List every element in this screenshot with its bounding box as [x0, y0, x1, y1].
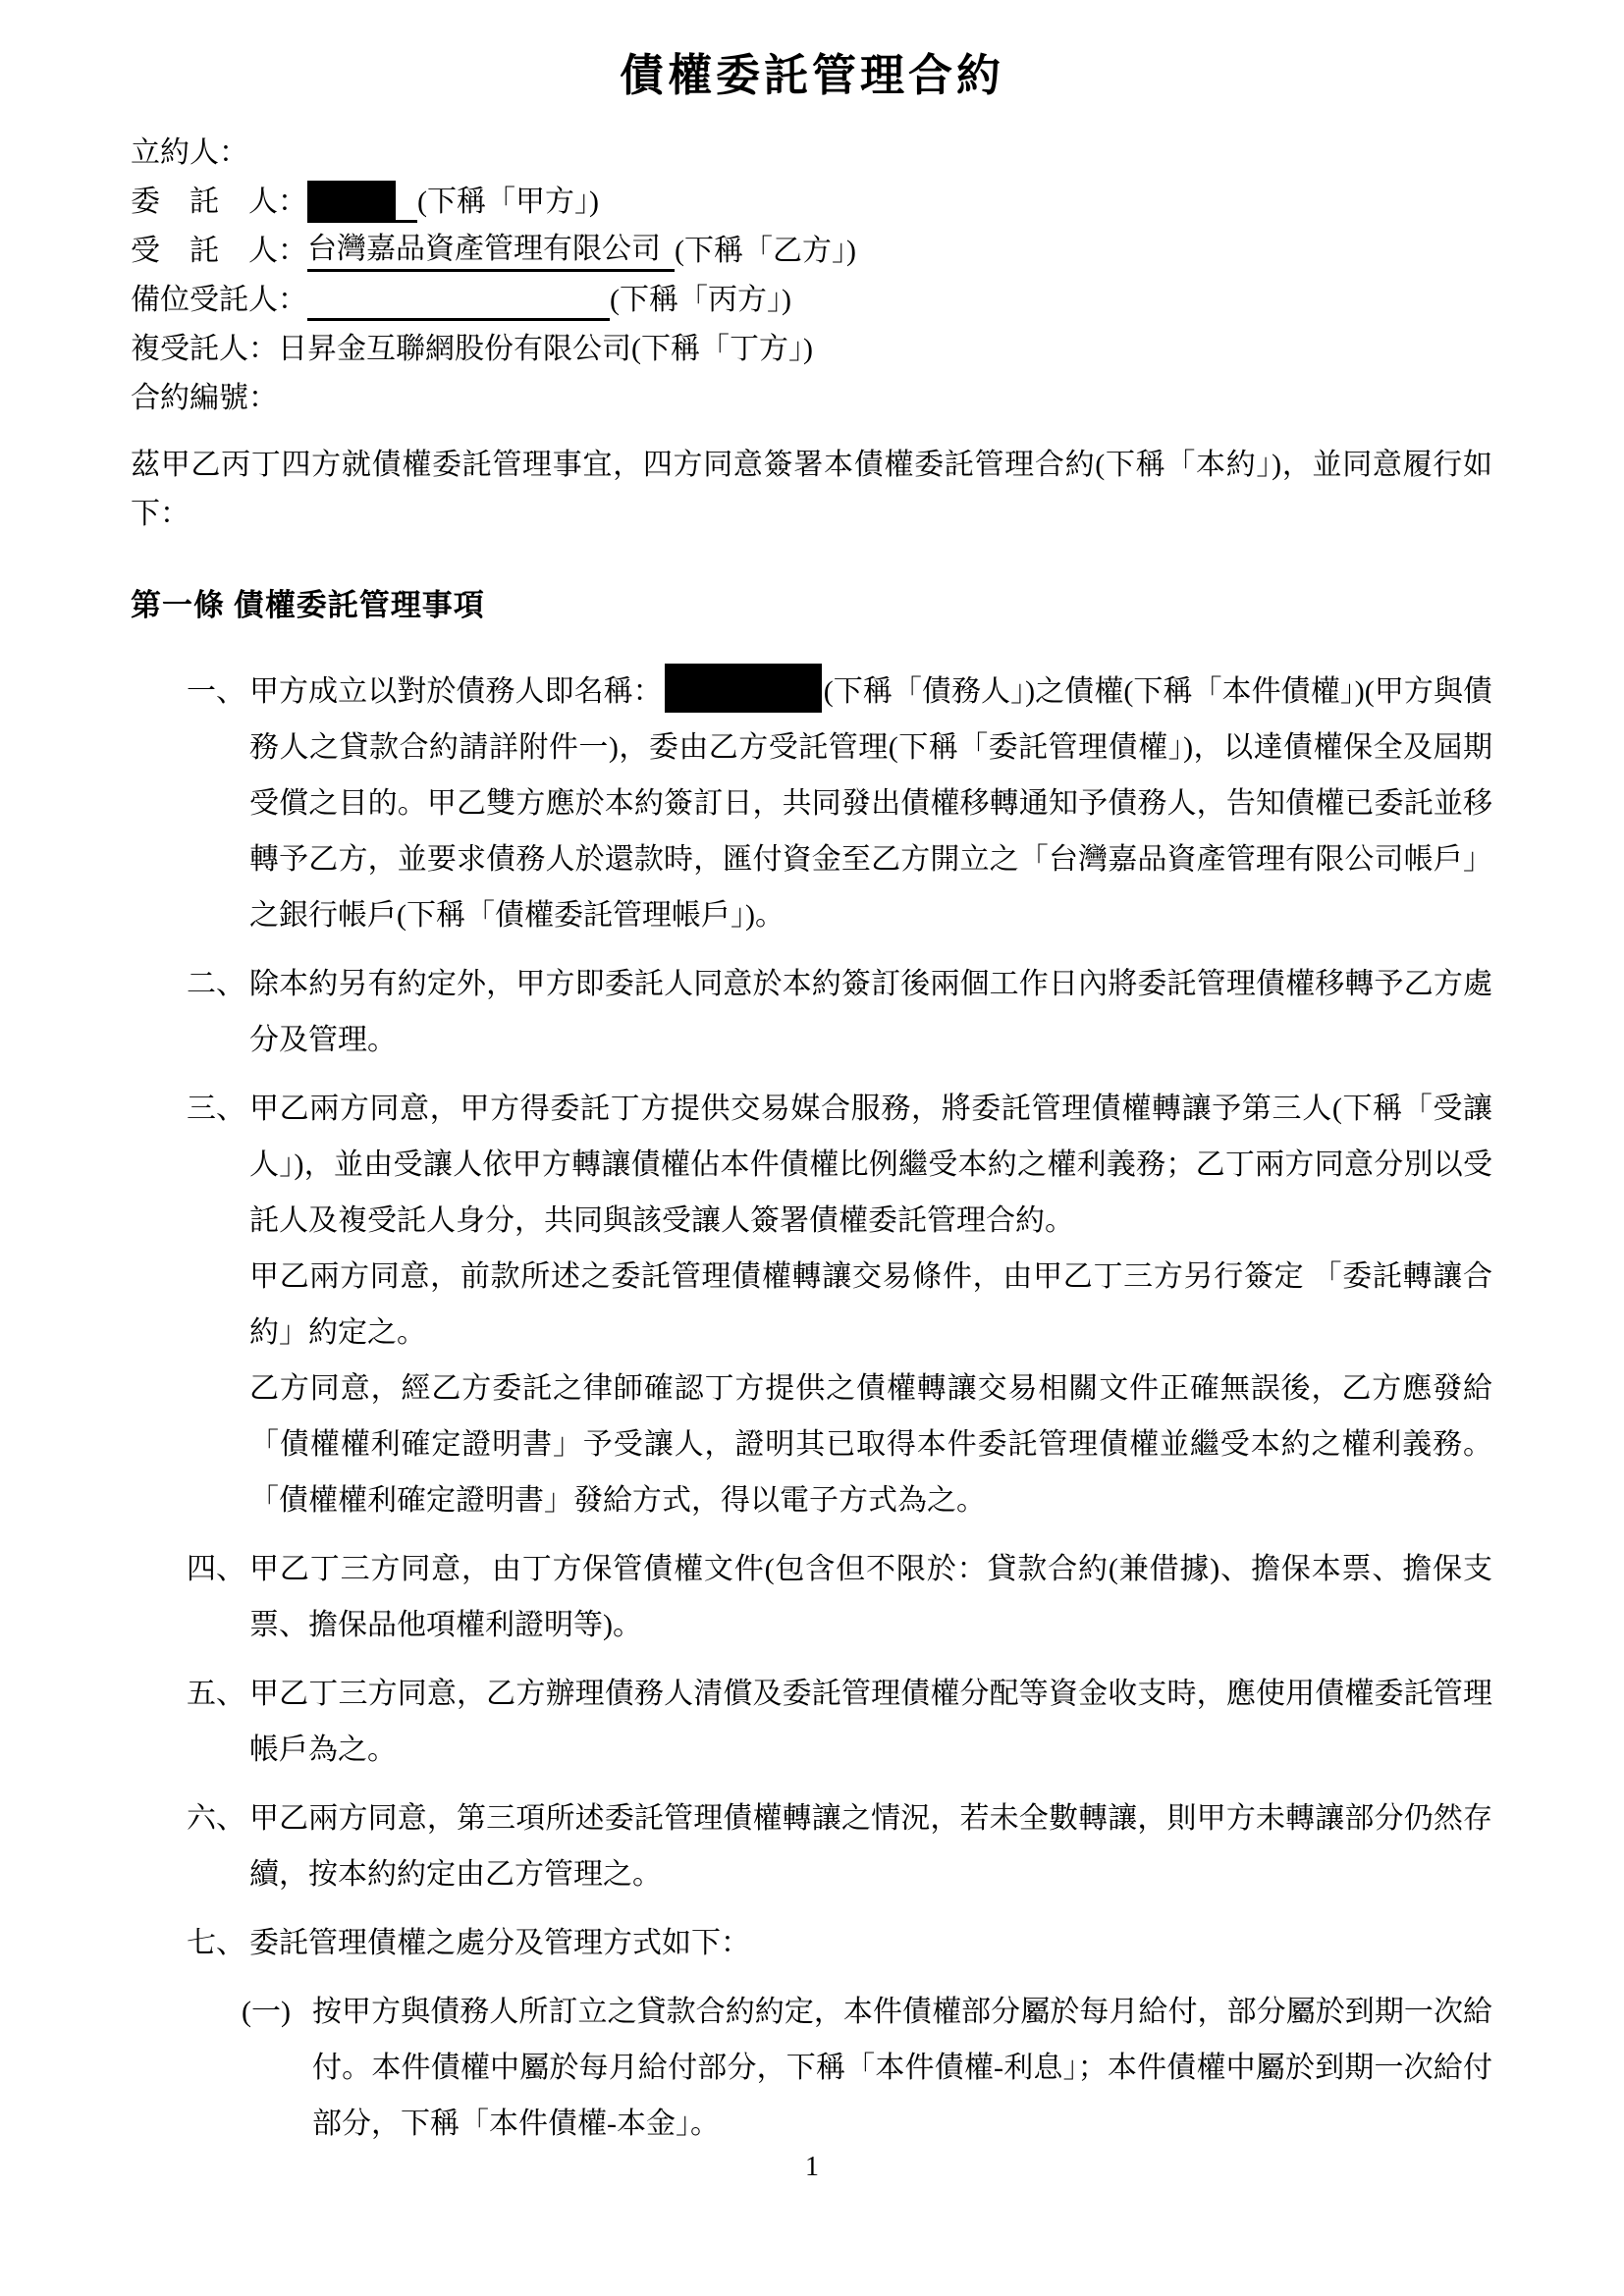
clause-item-7-sub-1	[242, 1984, 1492, 2152]
parties-intro-line	[131, 129, 1492, 178]
clause-item-2-text: 除本約另有約定外，甲方即委託人同意於本約簽訂後兩個工作日內將委託管理債權移轉予乙方處分及管理。	[249, 968, 1492, 1056]
clause-item-7-sub-1-text: 按甲方與債務人所訂立之貸款合約約定，本件債權部分屬於每月給付，部分屬於到期一次給付。本件債權中屬於每月給付部分，下稱「本件債權-利息」；本件債權中屬於到期一次給付部分，下稱「本件債權-本金」。	[312, 1996, 1492, 2140]
clause-item-1-text-before: 甲方成立以對於債務人即名稱：	[249, 675, 663, 708]
clause-item-6-number: 六、	[187, 1802, 245, 1835]
party-row-sub-trustee	[131, 325, 1492, 374]
clause-item-7-sub-1-number: (一)	[242, 1996, 291, 2028]
contract-number-label: 合約編號：	[131, 382, 278, 414]
clause-item-3-number: 三、	[187, 1093, 245, 1125]
clause-item-7-text: 委託管理債權之處分及管理方式如下：	[249, 1927, 750, 1959]
contract-number-line	[131, 374, 1492, 423]
party-suffix-principal: (下稱「甲方」)	[417, 186, 599, 218]
clause-item-1-text-after: (下稱「債務人」)之債權(下稱「本件債權」)(甲方與債務人之貸款合約請詳附件一)，委由乙方受託管理(下稱「委託管理債權」)，以達債權保全及屆期受償之目的。甲乙雙方應於本約簽訂日，共同發出債權移轉通知予債務人，告知債權已委託並移轉予乙方，並要求債務人於還款時，匯付資金至乙方開立之「台灣嘉品資產管理有限公司帳戶」之銀行帳戶(下稱「債權委託管理帳戶」)。	[249, 675, 1492, 932]
clause-item-7-number: 七、	[187, 1927, 245, 1959]
clause-item-3-paragraph-1: 甲乙兩方同意，甲方得委託丁方提供交易媒合服務，將委託管理債權轉讓予第三人(下稱「受讓人」)，並由受讓人依甲方轉讓債權佔本件債權比例繼受本約之權利義務；乙丁兩方同意分別以受託人及複受託人身分，共同與該受讓人簽署債權委託管理合約。	[249, 1093, 1492, 1237]
party-row-principal	[131, 178, 1492, 227]
party-value-sub-trustee: 日昇金互聯網股份有限公司	[278, 333, 631, 365]
clause-item-6-text: 甲乙兩方同意，第三項所述委託管理債權轉讓之情況，若未全數轉讓，則甲方未轉讓部分仍然存續，按本約約定由乙方管理之。	[249, 1802, 1492, 1891]
clause-item-1-text	[249, 664, 1492, 943]
clause-item-2	[187, 956, 1492, 1068]
clause-item-7	[187, 1915, 1492, 1971]
parties-intro-label: 立約人：	[131, 136, 248, 169]
party-value-trustee: 台灣嘉品資產管理有限公司	[307, 230, 675, 272]
parties-block	[131, 129, 1492, 423]
clause-item-3-paragraph-3: 乙方同意，經乙方委託之律師確認丁方提供之債權轉讓交易相關文件正確無誤後，乙方應發給「債權權利確定證明書」予受讓人，證明其已取得本件委託管理債權並繼受本約之權利義務。「債權權利確定證明書」發給方式，得以電子方式為之。	[249, 1372, 1492, 1517]
clause-item-2-number: 二、	[187, 968, 245, 1000]
party-suffix-sub-trustee: (下稱「丁方」)	[631, 333, 813, 365]
clause-item-5-text: 甲乙丁三方同意，乙方辦理債務人清償及委託管理債權分配等資金收支時，應使用債權委託管理帳戶為之。	[249, 1678, 1492, 1766]
party-value-underline-principal	[307, 181, 417, 223]
section-1-items	[187, 664, 1492, 2152]
redaction-box-principal-name	[307, 181, 396, 220]
clause-item-5	[187, 1666, 1492, 1778]
party-label-principal: 委 託 人：	[131, 186, 307, 218]
clause-item-3-text	[249, 1081, 1492, 1528]
page-number: 1	[805, 2152, 819, 2182]
preamble-paragraph: 茲甲乙丙丁四方就債權委託管理事宜，四方同意簽署本債權委託管理合約(下稱「本約」)，並同意履行如下：	[131, 449, 1492, 530]
clause-item-4	[187, 1541, 1492, 1653]
party-suffix-trustee: (下稱「乙方」)	[675, 235, 856, 267]
party-label-trustee: 受 託 人：	[131, 235, 307, 267]
clause-item-6	[187, 1790, 1492, 1902]
party-label-backup-trustee: 備位受託人：	[131, 284, 307, 316]
redaction-box-debtor-name	[665, 664, 822, 713]
party-label-sub-trustee: 複受託人：	[131, 333, 278, 365]
document-title: 債權委託管理合約	[619, 51, 1004, 100]
clause-item-3	[187, 1081, 1492, 1528]
section-1-heading: 第一條 債權委託管理事項	[131, 588, 485, 622]
party-suffix-backup-trustee: (下稱「丙方」)	[610, 284, 791, 316]
clause-item-4-number: 四、	[187, 1553, 245, 1585]
party-value-blank-backup-trustee	[307, 281, 610, 321]
clause-item-4-text: 甲乙丁三方同意，由丁方保管債權文件(包含但不限於：貸款合約(兼借據)、擔保本票、擔保支票、擔保品他項權利證明等)。	[249, 1553, 1492, 1641]
clause-item-5-number: 五、	[187, 1678, 245, 1710]
party-row-trustee	[131, 227, 1492, 276]
clause-item-3-paragraph-2: 甲乙兩方同意，前款所述之委託管理債權轉讓交易條件，由甲乙丁三方另行簽定 「委託轉讓合約」約定之。	[249, 1260, 1492, 1349]
clause-item-1-number: 一、	[187, 675, 245, 708]
party-row-backup-trustee	[131, 276, 1492, 325]
clause-item-1	[187, 664, 1492, 943]
